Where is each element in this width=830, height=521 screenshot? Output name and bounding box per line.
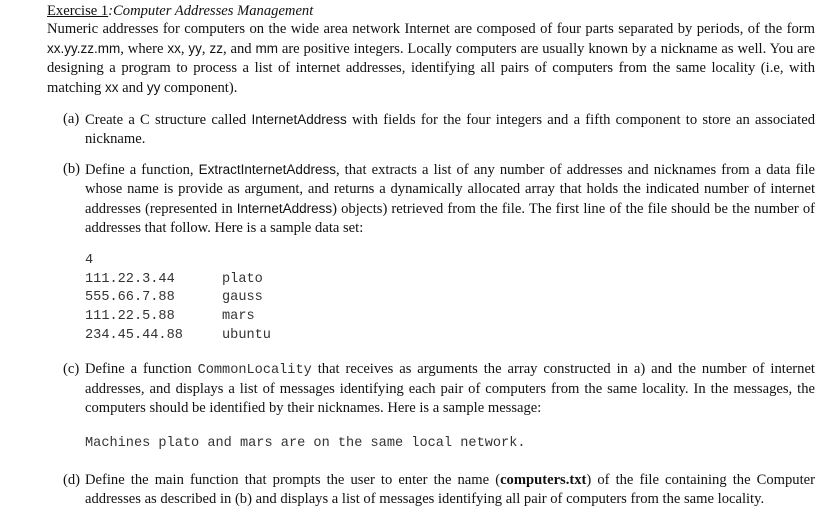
dataset-row bbox=[85, 327, 271, 346]
dataset-nickname: gauss bbox=[222, 290, 263, 306]
dataset-ip: 111.22.3.44 bbox=[85, 271, 175, 287]
type-name: InternetAddress bbox=[236, 201, 333, 216]
part-c-marker: (c) bbox=[63, 361, 80, 377]
exercise-title bbox=[47, 2, 313, 21]
part-b bbox=[63, 160, 815, 238]
part-text: ) objects) retrieved from the file. The first line of the file should be the number of addresses that follow. Here is a sample data set: bbox=[85, 201, 815, 236]
code-mm: mm bbox=[255, 41, 278, 56]
dataset-ip: 234.45.44.88 bbox=[85, 327, 183, 343]
part-c bbox=[63, 360, 815, 418]
dataset-row bbox=[85, 308, 271, 327]
dataset-count: 4 bbox=[85, 253, 94, 268]
code-xx: xx bbox=[104, 80, 119, 95]
intro-text: , bbox=[180, 41, 189, 57]
part-a bbox=[63, 110, 815, 149]
part-text: ) of the file containing the Computer addresses as described in (b) and displays a list of messages identifying all pair of computers from the same locality. bbox=[85, 472, 815, 507]
function-name: ExtractInternetAddress bbox=[198, 162, 336, 177]
dataset-nickname: ubuntu bbox=[222, 327, 271, 343]
code-xx: xx bbox=[167, 41, 181, 56]
part-d bbox=[63, 471, 815, 509]
intro-text: component). bbox=[160, 80, 238, 96]
dataset-ip: 111.22.5.88 bbox=[85, 309, 175, 325]
part-a-marker: (a) bbox=[63, 111, 80, 127]
part-text: Create a C structure called bbox=[85, 112, 252, 128]
code-yy: yy bbox=[188, 41, 202, 56]
intro-text: Numeric addresses for computers on the wide area network Internet are composed of four parts separated by periods, of the form bbox=[47, 21, 815, 37]
struct-name: InternetAddress bbox=[251, 112, 347, 127]
part-text: , that extracts a list of any number of addresses and nicknames from a data file whose name is provide as argument, and returns a dynamically allocated array that holds the indicated number of internet addresses (represented in bbox=[85, 162, 815, 217]
dataset-nickname: plato bbox=[222, 271, 263, 287]
part-d-marker: (d) bbox=[63, 472, 81, 488]
intro-text: are positive integers. Locally computers are usually known by a nickname as well. You are designing a program to process a list of internet addresses, identifying all pairs of computers from the same locality (i.e, with matching bbox=[47, 41, 815, 96]
part-text: Define a function bbox=[85, 361, 198, 377]
sample-dataset bbox=[85, 252, 271, 345]
exercise-subtitle: :Computer Addresses Management bbox=[108, 3, 314, 19]
code-zz: zz bbox=[209, 41, 223, 56]
intro-text: , where bbox=[120, 41, 168, 57]
dataset-ip: 555.66.7.88 bbox=[85, 290, 175, 306]
part-c-text bbox=[85, 360, 815, 418]
exercise-label: Exercise 1 bbox=[47, 3, 109, 19]
part-a-text bbox=[85, 110, 815, 149]
file-name: computers.txt bbox=[500, 472, 587, 488]
intro-text: , and bbox=[222, 41, 256, 57]
part-b-text bbox=[85, 160, 815, 238]
part-text: Define a function, bbox=[85, 162, 199, 178]
part-d-text bbox=[85, 471, 815, 509]
intro-text: , bbox=[201, 41, 210, 57]
dataset-row bbox=[85, 271, 271, 290]
function-name: CommonLocality bbox=[197, 363, 312, 378]
part-text: that receives as arguments the array constructed in a) and the number of internet addresses, and displays a list of messages identifying each pair of computers from the same locality. In the messages, the computers should be identified by their nicknames. Here is a sample message: bbox=[85, 361, 815, 416]
intro-text: and bbox=[118, 80, 147, 96]
part-text: with fields for the four integers and a fifth component to store an associated nickname. bbox=[85, 112, 815, 147]
part-b-marker: (b) bbox=[63, 161, 81, 177]
code-yy: yy bbox=[146, 80, 161, 95]
address-form-code: xx.yy.zz.mm bbox=[47, 41, 121, 56]
sample-message: Machines plato and mars are on the same local network. bbox=[85, 436, 526, 451]
intro-paragraph bbox=[47, 20, 815, 98]
dataset-row bbox=[85, 289, 271, 308]
part-text: Define the main function that prompts the user to enter the name ( bbox=[85, 472, 501, 488]
dataset-nickname: mars bbox=[222, 309, 255, 325]
